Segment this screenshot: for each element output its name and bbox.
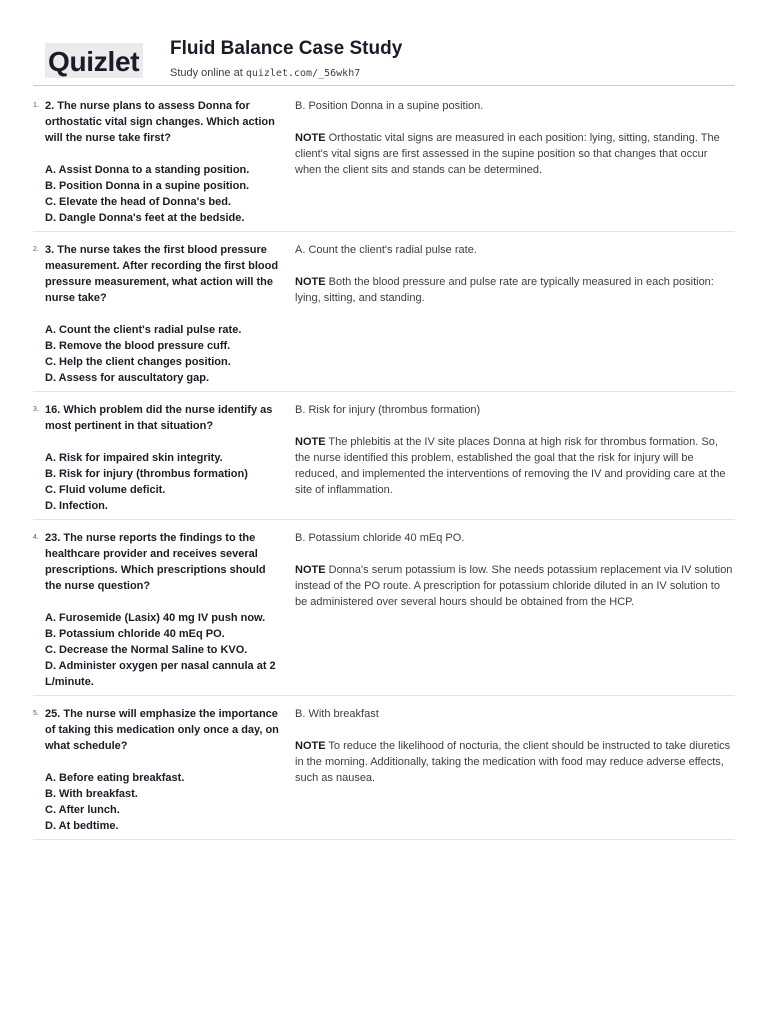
option-item: D. Dangle Donna's feet at the bedside. (45, 212, 245, 224)
note-block (295, 562, 735, 610)
option-item: C. After lunch. (45, 804, 120, 816)
card-row (33, 232, 735, 392)
option-list (45, 322, 283, 386)
option-list (45, 162, 283, 226)
option-item: C. Fluid volume deficit. (45, 484, 166, 496)
note-text: To reduce the likelihood of nocturia, the client should be instructed to take diuretics in the morning. Additionally, taking the medication with food may reduce adverse effects, such as nausea. (295, 740, 731, 784)
note-label: NOTE (295, 436, 326, 448)
study-online-label: Study online at (170, 67, 246, 79)
option-item: C. Help the client changes position. (45, 356, 231, 368)
card-number: 1. (33, 102, 39, 109)
card-row (33, 392, 735, 520)
question-text: 3. The nurse takes the first blood pressure measurement. After recording the first blood pressure measurement, what action will the nurse take? (45, 244, 279, 304)
note-block (295, 738, 735, 786)
card-definition (295, 242, 735, 386)
option-item: D. Assess for auscultatory gap. (45, 372, 210, 384)
option-list (45, 770, 283, 834)
option-item: A. Before eating breakfast. (45, 772, 185, 784)
note-text: The phlebitis at the IV site places Donna at high risk for thrombus formation. So, the nurse identified this problem, established the goal that the risk for injury will be reduced, and implemented the interventions of removing the IV and providing care at the site of inflammation. (295, 436, 726, 496)
card-number: 5. (33, 710, 39, 717)
option-list (45, 450, 283, 514)
card-list (33, 88, 735, 840)
answer-text: B. With breakfast (295, 708, 379, 720)
option-item: B. Remove the blood pressure cuff. (45, 340, 231, 352)
option-item: D. At bedtime. (45, 820, 119, 832)
question-text: 2. The nurse plans to assess Donna for orthostatic vital sign changes. Which action will the nurse take first? (45, 100, 275, 144)
question-text: 25. The nurse will emphasize the importance of taking this medication only once a day, on what schedule? (45, 708, 279, 752)
question-text: 23. The nurse reports the findings to the healthcare provider and receives several prescriptions. Which prescriptions should the nurse question? (45, 532, 266, 592)
note-label: NOTE (295, 132, 326, 144)
card-definition (295, 706, 735, 834)
card-number: 4. (33, 534, 39, 541)
option-item: C. Elevate the head of Donna's bed. (45, 196, 231, 208)
option-item: A. Furosemide (Lasix) 40 mg IV push now. (45, 612, 266, 624)
card-definition (295, 98, 735, 226)
answer-text: A. Count the client's radial pulse rate. (295, 244, 477, 256)
study-url-link[interactable]: quizlet.com/_56wkh7 (245, 68, 361, 79)
card-term (45, 402, 295, 514)
card-number: 2. (33, 246, 39, 253)
question-text: 16. Which problem did the nurse identify as most pertinent in that situation? (45, 404, 273, 432)
option-item: C. Decrease the Normal Saline to KVO. (45, 644, 248, 656)
card-row (33, 520, 735, 696)
quizlet-logo: Quizlet (45, 43, 143, 78)
header-divider (33, 85, 735, 86)
card-term (45, 242, 295, 386)
card-row (33, 88, 735, 232)
option-item: B. Risk for injury (thrombus formation) (45, 468, 248, 480)
note-label: NOTE (295, 564, 326, 576)
study-online-line (170, 66, 360, 81)
card-term (45, 98, 295, 226)
option-item: D. Administer oxygen per nasal cannula at 2 L/minute. (45, 660, 276, 688)
card-definition (295, 402, 735, 514)
answer-text: B. Potassium chloride 40 mEq PO. (295, 532, 465, 544)
note-text: Both the blood pressure and pulse rate are typically measured in each position: lying, sitting, and standing. (295, 276, 714, 304)
option-item: B. Potassium chloride 40 mEq PO. (45, 628, 225, 640)
page-title: Fluid Balance Case Study (170, 38, 403, 59)
option-item: A. Risk for impaired skin integrity. (45, 452, 223, 464)
card-definition (295, 530, 735, 690)
card-term (45, 530, 295, 690)
option-item: A. Assist Donna to a standing position. (45, 164, 250, 176)
answer-text: B. Position Donna in a supine position. (295, 100, 484, 112)
option-list (45, 610, 283, 690)
option-item: B. With breakfast. (45, 788, 138, 800)
option-item: D. Infection. (45, 500, 108, 512)
note-block (295, 434, 735, 498)
card-row (33, 696, 735, 840)
card-term (45, 706, 295, 834)
note-label: NOTE (295, 276, 326, 288)
page-header (45, 37, 735, 85)
note-label: NOTE (295, 740, 326, 752)
option-item: A. Count the client's radial pulse rate. (45, 324, 242, 336)
note-text: Donna's serum potassium is low. She needs potassium replacement via IV solution instead of the PO route. A prescription for potassium chloride diluted in an IV solution to be administered over several hours should be obtained from the HCP. (295, 564, 733, 608)
note-block (295, 274, 735, 306)
card-number: 3. (33, 406, 39, 413)
answer-text: B. Risk for injury (thrombus formation) (295, 404, 481, 416)
note-text: Orthostatic vital signs are measured in each position: lying, sitting, standing. The client's vital signs are first assessed in the supine position so that changes that occur when the client sits and stands can be determined. (295, 132, 720, 176)
option-item: B. Position Donna in a supine position. (45, 180, 250, 192)
note-block (295, 130, 735, 178)
